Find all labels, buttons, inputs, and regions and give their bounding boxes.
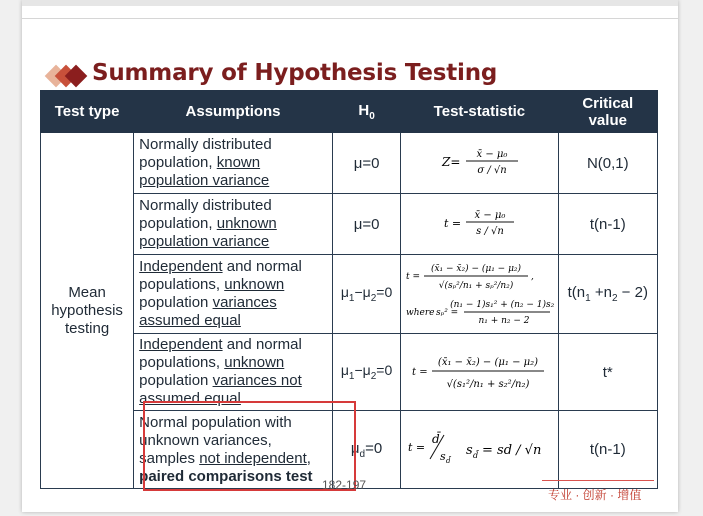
assumption-cell: Normally distributed population, unknown population variance: [134, 194, 333, 255]
assumption-cell: Independent and normal populations, unknown population variances assumed equal: [134, 255, 333, 334]
slide-title: Summary of Hypothesis Testing: [92, 60, 498, 86]
svg-text:x̄ − μ₀: x̄ − μ₀: [476, 149, 508, 160]
critical-value-cell: t*: [558, 334, 657, 411]
brand-divider: [542, 480, 654, 481]
header-test-type: Test type: [41, 91, 134, 133]
header-critical-value: Critical value: [558, 91, 657, 133]
assumption-cell: Independent and normal populations, unknown population variances not assumed equal: [134, 334, 333, 411]
svg-text:(n₁ − 1)s₁² + (n₂ − 1)s₂²: (n₁ − 1)s₁² + (n₂ − 1)s₂²: [450, 300, 555, 310]
pooled-t-formula: [404, 255, 554, 329]
svg-text:σ / √n: σ / √n: [477, 165, 508, 176]
test-statistic-cell: [401, 255, 558, 334]
header-test-statistic: Test-statistic: [401, 91, 558, 133]
svg-text:sₚ² =: sₚ² =: [436, 308, 459, 318]
svg-text:(x̄₁ − x̄₂) − (μ₁ − μ₂): (x̄₁ − x̄₂) − (μ₁ − μ₂): [431, 264, 522, 274]
svg-text:where: where: [406, 308, 435, 318]
svg-text:d̄: d̄: [432, 431, 441, 446]
h0-cell: μ=0: [332, 194, 400, 255]
unequal-variance-t-formula: [404, 335, 554, 405]
h0-cell: $\mu_1-\mu_2=0$: [332, 255, 400, 334]
critical-value-cell: N(0,1): [558, 133, 657, 194]
z-formula: [404, 133, 554, 189]
svg-text:= sd / √n: = sd / √n: [482, 442, 542, 458]
header-assumptions: Assumptions: [134, 91, 333, 133]
svg-text:s: s: [440, 449, 447, 463]
table-row: [41, 194, 658, 255]
svg-text:(x̄₁ − x̄₂) − (μ₁ − μ₂): (x̄₁ − x̄₂) − (μ₁ − μ₂): [438, 357, 539, 368]
t-formula: [404, 194, 554, 250]
svg-text:s / √n: s / √n: [476, 226, 505, 237]
page-number: 182-197: [322, 478, 367, 492]
paired-t-formula: [404, 413, 554, 483]
slide-top-bar: [22, 0, 678, 6]
h0-cell: $\mu_1-\mu_2=0$: [332, 334, 400, 411]
svg-text:,: ,: [531, 272, 535, 282]
svg-text:x̄ − μ₀: x̄ − μ₀: [474, 210, 506, 221]
svg-text:Z=: Z=: [442, 155, 461, 169]
svg-text:s: s: [466, 442, 474, 458]
table-row: [41, 334, 658, 411]
test-statistic-cell: [401, 194, 558, 255]
svg-text:d̄: d̄: [473, 450, 479, 460]
test-statistic-cell: [401, 411, 558, 489]
svg-text:t =: t =: [444, 217, 462, 230]
critical-value-cell: $t(n_1 +n_2 - 2)$: [558, 255, 657, 334]
svg-text:√(sₚ²/n₁ + sₚ²/n₂): √(sₚ²/n₁ + sₚ²/n₂): [439, 281, 514, 291]
table-row: [41, 133, 658, 194]
critical-value-cell: t(n-1): [558, 194, 657, 255]
svg-text:n₁ + n₂ − 2: n₁ + n₂ − 2: [478, 316, 530, 326]
svg-text:√(s₁²/n₁ + s₂²/n₂): √(s₁²/n₁ + s₂²/n₂): [446, 379, 530, 390]
svg-text:t =: t =: [408, 440, 426, 454]
test-statistic-cell: [401, 133, 558, 194]
brand-tagline: 专业 · 创新 · 增值: [548, 488, 642, 502]
table-header-row: [41, 91, 658, 133]
svg-text:t =: t =: [412, 367, 428, 378]
critical-value-cell: t(n-1): [558, 411, 657, 489]
assumption-cell: Normal population with unknown variances, samples not independent, paired comparisons test: [134, 411, 333, 489]
header-h0: $H_0$: [332, 91, 400, 133]
svg-text:d̄: d̄: [446, 456, 451, 465]
test-type-cell: Mean hypothesis testing: [41, 133, 134, 489]
svg-text:t =: t =: [406, 272, 421, 282]
h0-cell: μ=0: [332, 133, 400, 194]
test-statistic-cell: [401, 334, 558, 411]
h0-cell: $\mu_d=0$: [332, 411, 400, 489]
table-row: [41, 255, 658, 334]
slide-top-divider: [22, 18, 678, 19]
assumption-cell: Normally distributed population, known population variance: [134, 133, 333, 194]
